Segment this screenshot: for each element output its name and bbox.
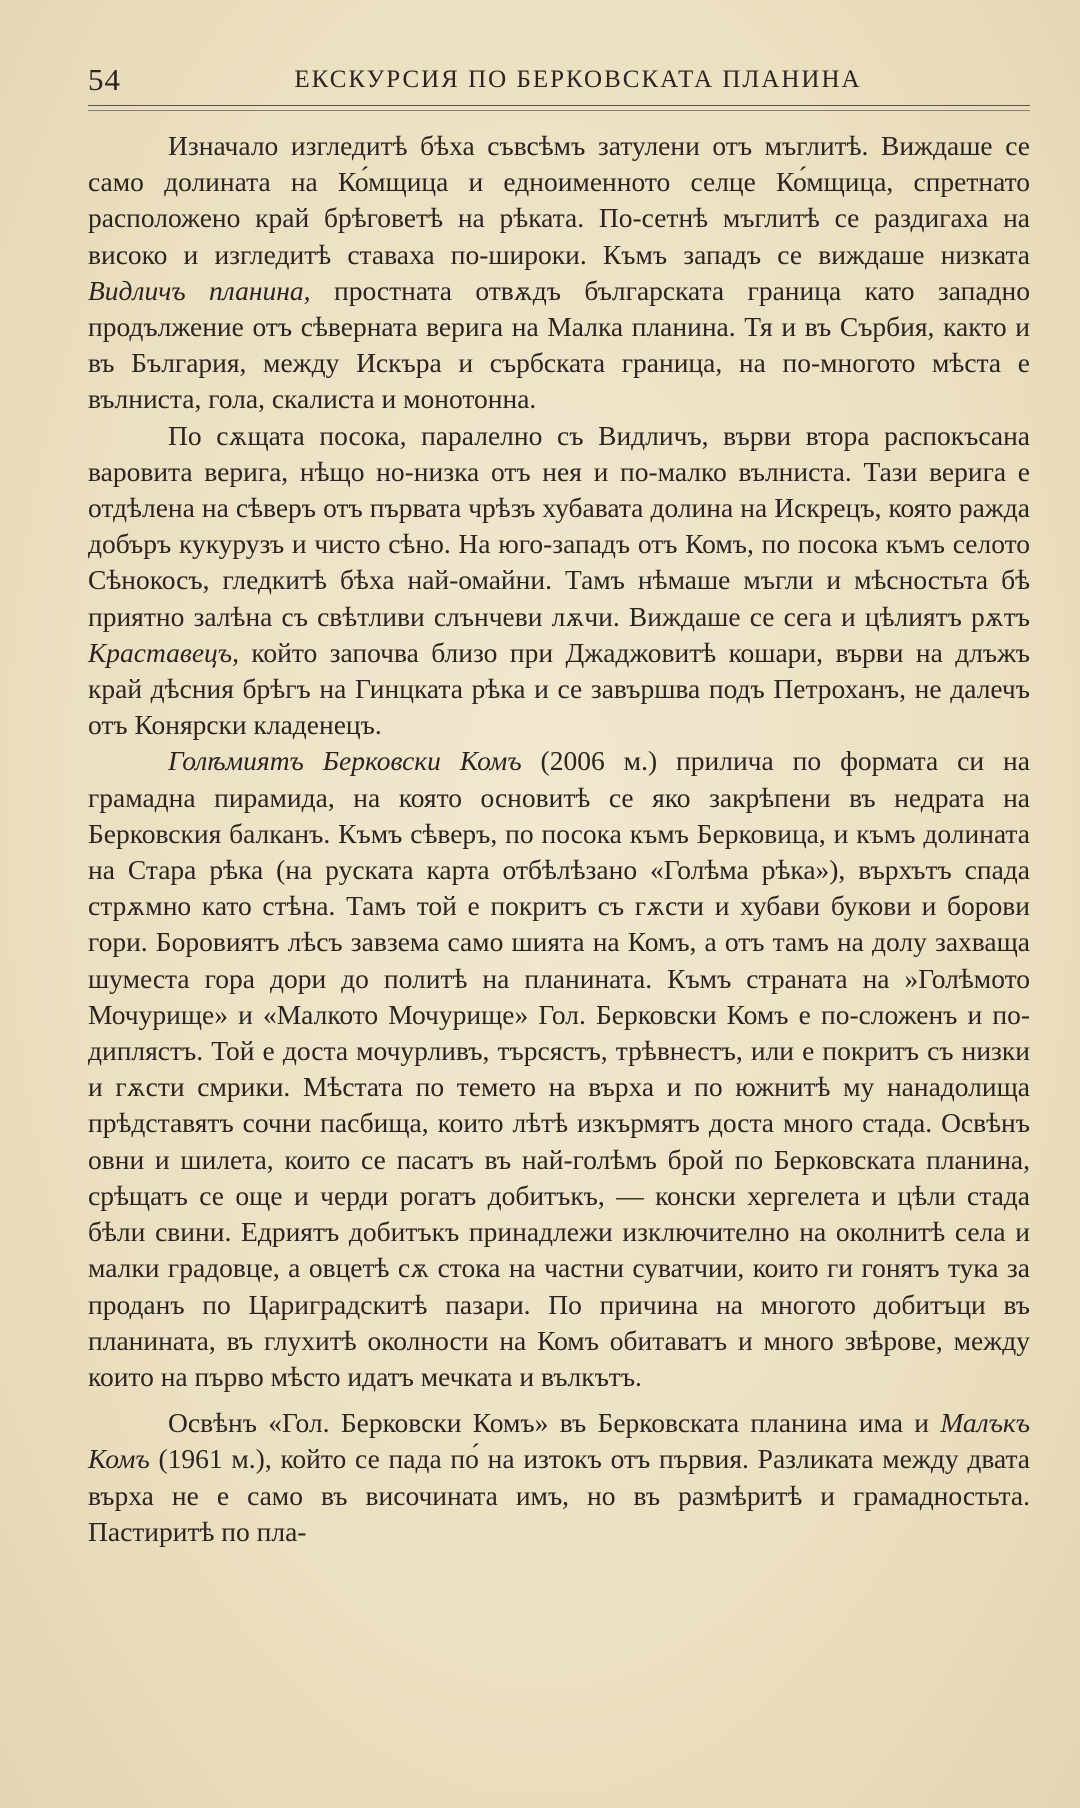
page-header	[88, 56, 1028, 106]
running-title: ЕКСКУРСИЯ ПО БЕРКОВСКАТА ПЛАНИНА	[294, 66, 862, 93]
place-name-golemiyat-kom: Голѣмиятъ Берковски Комъ	[168, 745, 522, 777]
paragraph-4: Освѣнъ «Гол. Берковски Комъ» въ Берковската планина има и Малъкъ Комъ (1961 м.), който се пада по́ на изтокъ отъ първия. Разликата между двата върха не е само въ височината имъ, но въ размѣритѣ и грамадностьта. Пастиритѣ по пла-	[88, 1407, 1030, 1547]
header-rule-thin	[88, 110, 1030, 111]
body-text	[88, 128, 1030, 1550]
place-name-malak-kom: Малъкъ Комъ	[88, 1407, 1030, 1475]
paragraph-3: Голѣмиятъ Берковски Комъ (2006 м.) прилича по формата си на грамадна пирамида, на която основитѣ се яко закрѣпени въ недрата на Берковския балканъ. Къмъ сѣверъ, по посока къмъ Берковица, и къмъ долината на Стара рѣка (на руската карта отбѣлѣзано «Голѣма рѣка»), върхътъ спада стрѫмно като стѣна. Тамъ той е покритъ съ гѫсти и хубави букови и борови гори. Боровиятъ лѣсъ завзема само шията на Комъ, а отъ тамъ на долу захваща шуместа гора дори до политѣ на планината. Къмъ страната на »Голѣмото Мочурище» и «Малкото Мочурище» Гол. Берковски Комъ е по-сложенъ и по-диплястъ. Той е доста мочурливъ, търсястъ, трѣвнестъ, или е покритъ съ низки и гѫсти смрики. Мѣстата по темето на върха и по южнитѣ му нанадолища прѣдставятъ сочни пасбища, които лѣтѣ изкърмятъ доста много стада. Освѣнъ овни и шилета, които се пасатъ въ най-голѣмъ брой по Берковската планина, срѣщатъ се още и черди рогатъ добитъкъ, — конски хергелета и цѣли стада бѣли свини. Едриятъ добитъкъ принадлежи изключително на околнитѣ села и малки градовце, а овцетѣ сѫ стока на частни суватчии, които ги гонятъ тука за проданъ по Цариградскитѣ пазари. По причина на многото добитъци въ планината, въ глухитѣ околности на Комъ обитаватъ и много звѣрове, между които на първо мѣсто идатъ мечката и вълкътъ.	[88, 745, 1030, 1392]
page-number: 54	[88, 62, 121, 97]
paragraph-2: По сѫщата посока, паралелно съ Видличъ, върви втора распокъсана варовита верига, нѣщо но-низка отъ нея и по-малко вълниста. Тази верига е отдѣлена на сѣверъ отъ първата чрѣзъ хубавата долина на Искрецъ, която ражда добъръ кукурузъ и чисто сѣно. На юго-западъ отъ Комъ, по посока къмъ селото Сѣнокосъ, гледкитѣ бѣха най-омайни. Тамъ нѣмаше мъгли и мѣсностьта бѣ приятно залѣна съ свѣтливи слънчеви лѫчи. Виждаше се сега и цѣлиятъ рѫтъ Краставецъ, който започва близо при Джаджовитѣ кошари, върви на длъжъ край дѣсния брѣгъ на Гинцката рѣка и се завършва подъ Петроханъ, не далечъ отъ Конярски кладенецъ.	[88, 419, 1030, 741]
place-name-krastavets: Краставецъ,	[88, 636, 239, 668]
header-rule	[88, 105, 1030, 106]
place-name-vidlich: Видличъ планина,	[88, 274, 311, 306]
paragraph-1: Изначало изгледитѣ бѣха съвсѣмъ затулени отъ мъглитѣ. Виждаше се само долината на Ко́мщица и едноименното селце Ко́мщица, спретнато расположено край брѣговетѣ на рѣката. По-сетнѣ мъглитѣ се раздигаха на високо и изгледитѣ ставаха по-широки. Къмъ западъ се виждаше низката Видличъ планина, простната отвѫдъ българската граница като западно продължение отъ сѣверната верига на Малка планина. Тя и въ Сърбия, както и въ България, между Искъра и сърбската граница, на по-многото мѣста е вълниста, гола, скалиста и монотонна.	[88, 130, 1030, 415]
